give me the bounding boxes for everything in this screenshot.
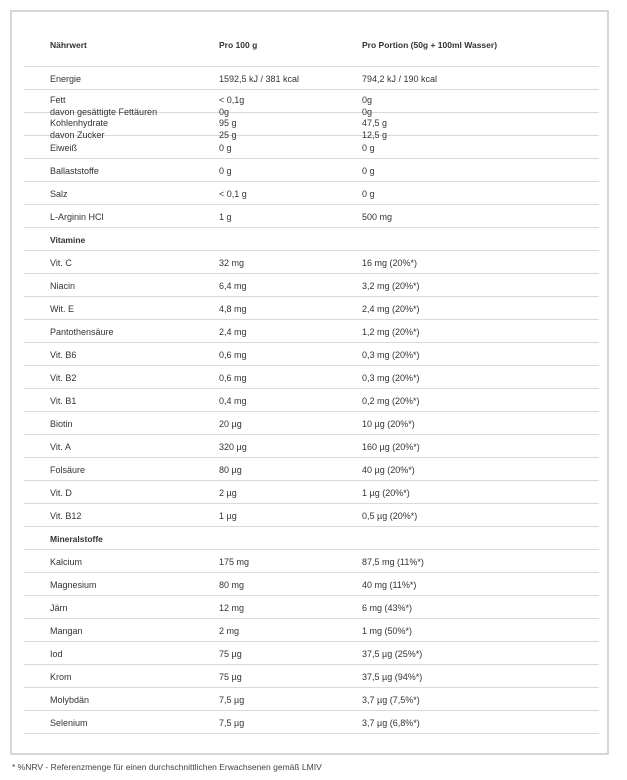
value-per-portion-line: 47,5 g bbox=[362, 118, 388, 128]
nutrient-name-line: Wit. E bbox=[50, 304, 74, 314]
value-per-portion-line: 87,5 mg (11%*) bbox=[362, 557, 424, 567]
nutrient-name bbox=[50, 602, 210, 614]
value-per-100g-line: 20 µg bbox=[219, 419, 242, 429]
value-per-100g-line: 80 µg bbox=[219, 465, 242, 475]
value-per-100g-line: 32 mg bbox=[219, 258, 245, 268]
value-per-100g-line: 2 mg bbox=[219, 626, 240, 636]
table-row bbox=[24, 688, 599, 711]
value-per-portion-line: 500 mg bbox=[362, 212, 393, 222]
nutrient-name bbox=[50, 556, 210, 568]
table-section-row bbox=[24, 228, 599, 251]
nutrient-name-line: Vit. A bbox=[50, 442, 71, 452]
value-per-portion bbox=[362, 510, 592, 522]
value-per-100g-line: 80 mg bbox=[219, 580, 245, 590]
value-per-portion bbox=[362, 326, 592, 338]
nutrient-name bbox=[50, 464, 210, 476]
nutrient-name-line: Vit. B6 bbox=[50, 350, 77, 360]
value-per-100g bbox=[219, 142, 354, 154]
value-per-portion bbox=[362, 257, 592, 269]
value-per-portion-line: 40 mg (11%*) bbox=[362, 580, 417, 590]
value-per-100g bbox=[219, 73, 354, 85]
value-per-portion bbox=[362, 188, 592, 200]
section-title: Mineralstoffe bbox=[50, 534, 103, 544]
nutrient-name bbox=[50, 73, 210, 85]
value-per-portion-line: 2,4 mg (20%*) bbox=[362, 304, 420, 314]
table-row bbox=[24, 711, 599, 734]
nutrient-name bbox=[50, 487, 210, 499]
table-row bbox=[24, 619, 599, 642]
nutrient-name-line: Kalcium bbox=[50, 557, 83, 567]
nutrient-name-line: Fett bbox=[50, 95, 66, 105]
nutrient-name-line: Vit. C bbox=[50, 258, 72, 268]
value-per-portion-line: 0,3 mg (20%*) bbox=[362, 350, 420, 360]
nutrient-name bbox=[50, 671, 210, 683]
value-per-100g bbox=[219, 165, 354, 177]
nutrient-name bbox=[50, 349, 210, 361]
nutrient-name bbox=[50, 326, 210, 338]
nutrient-name-line: Iod bbox=[50, 649, 63, 659]
table-row bbox=[24, 297, 599, 320]
value-per-100g bbox=[219, 395, 354, 407]
value-per-portion bbox=[362, 694, 592, 706]
section-title: Vitamine bbox=[50, 235, 86, 245]
nutrient-name-line: Magnesium bbox=[50, 580, 97, 590]
nutrient-name-line: Kohlenhydrate bbox=[50, 118, 109, 128]
nutrient-name bbox=[50, 510, 210, 522]
value-per-100g bbox=[219, 257, 354, 269]
value-per-portion bbox=[362, 556, 592, 568]
table-row bbox=[24, 67, 599, 90]
header-naehrwert: Nährwert bbox=[50, 40, 87, 50]
nutrient-name-subline: davon Zucker bbox=[50, 130, 105, 140]
value-per-100g-line: < 0,1g bbox=[219, 95, 245, 105]
table-row bbox=[24, 596, 599, 619]
value-per-100g-line: 0 g bbox=[219, 143, 232, 153]
value-per-portion bbox=[362, 579, 592, 591]
value-per-100g-line: 4,8 mg bbox=[219, 304, 247, 314]
nutrient-name-line: Biotin bbox=[50, 419, 73, 429]
value-per-portion-line: 0,5 µg (20%*) bbox=[362, 511, 418, 521]
table-row bbox=[24, 320, 599, 343]
value-per-100g-line: 2 µg bbox=[219, 488, 237, 498]
value-per-portion-line: 16 mg (20%*) bbox=[362, 258, 418, 268]
value-per-100g bbox=[219, 510, 354, 522]
table-row bbox=[24, 251, 599, 274]
value-per-100g bbox=[219, 671, 354, 683]
value-per-100g bbox=[219, 188, 354, 200]
nutrient-name bbox=[50, 188, 210, 200]
value-per-100g-line: 1592,5 kJ / 381 kcal bbox=[219, 74, 300, 84]
nutrient-name bbox=[50, 579, 210, 591]
nutrient-name bbox=[50, 648, 210, 660]
value-per-portion-line: 3,7 µg (7,5%*) bbox=[362, 695, 420, 705]
nutrient-name-line: Krom bbox=[50, 672, 72, 682]
value-per-100g bbox=[219, 211, 354, 223]
value-per-100g-line: 6,4 mg bbox=[219, 281, 247, 291]
value-per-100g-subline: 0g bbox=[219, 107, 230, 117]
nutrient-name-line: Selenium bbox=[50, 718, 88, 728]
value-per-100g-line: 175 mg bbox=[219, 557, 250, 567]
value-per-portion bbox=[362, 372, 592, 384]
value-per-100g-line: 95 g bbox=[219, 118, 237, 128]
value-per-portion bbox=[362, 303, 592, 315]
value-per-portion-line: 37,5 µg (94%*) bbox=[362, 672, 423, 682]
nutrient-name-subline: davon gesättigte Fettäuren bbox=[50, 107, 158, 117]
nutrient-name-line: Ballaststoffe bbox=[50, 166, 99, 176]
value-per-100g-line: 0,6 mg bbox=[219, 373, 247, 383]
value-per-portion bbox=[362, 211, 592, 223]
table-row bbox=[24, 113, 599, 140]
table-header-row bbox=[24, 22, 599, 67]
nutrient-name-line: Niacin bbox=[50, 281, 76, 291]
value-per-portion bbox=[362, 349, 592, 361]
value-per-portion-line: 0 g bbox=[362, 166, 375, 176]
table-row bbox=[24, 343, 599, 366]
nutrient-name bbox=[50, 418, 210, 430]
value-per-portion bbox=[362, 280, 592, 292]
header-pro-portion: Pro Portion (50g + 100ml Wasser) bbox=[362, 40, 498, 50]
nutrient-name bbox=[50, 372, 210, 384]
value-per-100g-line: 75 µg bbox=[219, 649, 242, 659]
value-per-portion bbox=[362, 165, 592, 177]
value-per-100g bbox=[219, 349, 354, 361]
table-row bbox=[24, 573, 599, 596]
value-per-portion bbox=[362, 464, 592, 476]
nutrient-name bbox=[50, 257, 210, 269]
value-per-portion bbox=[362, 671, 592, 683]
nutrient-name bbox=[50, 694, 210, 706]
table-row bbox=[24, 435, 599, 458]
nutrient-name bbox=[50, 717, 210, 729]
nutrient-name bbox=[50, 280, 210, 292]
nutrient-name-line: Vit. B12 bbox=[50, 511, 82, 521]
value-per-100g bbox=[219, 418, 354, 430]
value-per-portion bbox=[362, 418, 592, 430]
nutrient-name bbox=[50, 142, 210, 154]
value-per-portion-line: 0 g bbox=[362, 143, 375, 153]
value-per-portion bbox=[362, 625, 592, 637]
table-row bbox=[24, 159, 599, 182]
value-per-100g bbox=[219, 303, 354, 315]
value-per-portion-line: 160 µg (20%*) bbox=[362, 442, 420, 452]
nutrient-name-line: Salz bbox=[50, 189, 68, 199]
value-per-100g-line: 12 mg bbox=[219, 603, 245, 613]
value-per-100g-line: 0,6 mg bbox=[219, 350, 247, 360]
nutrient-name-line: Vit. B1 bbox=[50, 396, 77, 406]
value-per-portion-line: 3,2 mg (20%*) bbox=[362, 281, 420, 291]
value-per-100g-line: < 0,1 g bbox=[219, 189, 247, 199]
table-row bbox=[24, 665, 599, 688]
value-per-portion-line: 6 mg (43%*) bbox=[362, 603, 413, 613]
value-per-portion-subline: 0g bbox=[362, 107, 373, 117]
nutrition-table bbox=[24, 22, 599, 734]
table-section-row bbox=[24, 527, 599, 550]
nutrient-name bbox=[50, 165, 210, 177]
value-per-portion bbox=[362, 487, 592, 499]
value-per-100g-line: 1 µg bbox=[219, 511, 237, 521]
value-per-100g bbox=[219, 441, 354, 453]
value-per-100g-line: 2,4 mg bbox=[219, 327, 247, 337]
table-row bbox=[24, 274, 599, 297]
nutrient-name-line: Pantothensäure bbox=[50, 327, 114, 337]
nutrient-name-line: Folsäure bbox=[50, 465, 86, 475]
nutrient-name-line: Mangan bbox=[50, 626, 83, 636]
value-per-portion bbox=[362, 602, 592, 614]
value-per-100g bbox=[219, 602, 354, 614]
value-per-100g bbox=[219, 625, 354, 637]
value-per-portion bbox=[362, 441, 592, 453]
table-row bbox=[24, 642, 599, 665]
nutrient-name-line: Vit. D bbox=[50, 488, 72, 498]
value-per-portion-subline: 12,5 g bbox=[362, 130, 388, 140]
value-per-portion-line: 37,5 µg (25%*) bbox=[362, 649, 423, 659]
nutrient-name bbox=[50, 303, 210, 315]
value-per-portion-line: 0g bbox=[362, 95, 373, 105]
value-per-portion-line: 3,7 µg (6,8%*) bbox=[362, 718, 420, 728]
value-per-portion-line: 1 mg (50%*) bbox=[362, 626, 413, 636]
value-per-portion-line: 10 µg (20%*) bbox=[362, 419, 415, 429]
value-per-100g-line: 75 µg bbox=[219, 672, 242, 682]
value-per-100g bbox=[219, 579, 354, 591]
value-per-100g-line: 7,5 µg bbox=[219, 718, 245, 728]
table-row bbox=[24, 481, 599, 504]
header-pro-100g: Pro 100 g bbox=[219, 40, 258, 50]
value-per-100g bbox=[219, 694, 354, 706]
value-per-100g bbox=[219, 326, 354, 338]
value-per-portion-line: 0 g bbox=[362, 189, 375, 199]
table-row bbox=[24, 136, 599, 159]
value-per-100g bbox=[219, 487, 354, 499]
value-per-100g-line: 1 g bbox=[219, 212, 232, 222]
nutrient-name-line: Molybdän bbox=[50, 695, 90, 705]
value-per-100g bbox=[219, 648, 354, 660]
footnote: * %NRV - Referenzmenge für einen durchschnittlichen Erwachsenen gemäß LMIV bbox=[12, 762, 322, 772]
value-per-portion-line: 1 µg (20%*) bbox=[362, 488, 410, 498]
value-per-100g bbox=[219, 464, 354, 476]
value-per-portion-line: 0,3 mg (20%*) bbox=[362, 373, 420, 383]
table-row bbox=[24, 412, 599, 435]
nutrient-name bbox=[50, 395, 210, 407]
value-per-portion-line: 0,2 mg (20%*) bbox=[362, 396, 420, 406]
value-per-100g bbox=[219, 372, 354, 384]
nutrient-name-line: Vit. B2 bbox=[50, 373, 77, 383]
value-per-portion bbox=[362, 648, 592, 660]
nutrient-name-line: Eiweiß bbox=[50, 143, 78, 153]
value-per-100g-line: 0,4 mg bbox=[219, 396, 247, 406]
value-per-100g-line: 320 µg bbox=[219, 442, 247, 452]
nutrient-name-line: Järn bbox=[50, 603, 68, 613]
table-row bbox=[24, 182, 599, 205]
nutrient-name bbox=[50, 211, 210, 223]
value-per-100g bbox=[219, 717, 354, 729]
value-per-100g-line: 0 g bbox=[219, 166, 232, 176]
nutrient-name-line: L-Arginin HCl bbox=[50, 212, 104, 222]
value-per-100g bbox=[219, 556, 354, 568]
table-row bbox=[24, 205, 599, 228]
value-per-portion bbox=[362, 395, 592, 407]
nutrition-table-frame bbox=[10, 10, 609, 755]
value-per-100g-subline: 25 g bbox=[219, 130, 237, 140]
value-per-portion bbox=[362, 717, 592, 729]
value-per-100g-line: 7,5 µg bbox=[219, 695, 245, 705]
table-row bbox=[24, 389, 599, 412]
value-per-portion bbox=[362, 73, 592, 85]
table-row bbox=[24, 550, 599, 573]
nutrient-name bbox=[50, 625, 210, 637]
value-per-portion bbox=[362, 142, 592, 154]
table-row bbox=[24, 366, 599, 389]
value-per-portion-line: 1,2 mg (20%*) bbox=[362, 327, 420, 337]
value-per-portion-line: 794,2 kJ / 190 kcal bbox=[362, 74, 438, 84]
value-per-portion-line: 40 µg (20%*) bbox=[362, 465, 415, 475]
table-row bbox=[24, 504, 599, 527]
table-row bbox=[24, 90, 599, 117]
nutrient-name bbox=[50, 441, 210, 453]
nutrient-name-line: Energie bbox=[50, 74, 82, 84]
value-per-100g bbox=[219, 280, 354, 292]
table-row bbox=[24, 458, 599, 481]
